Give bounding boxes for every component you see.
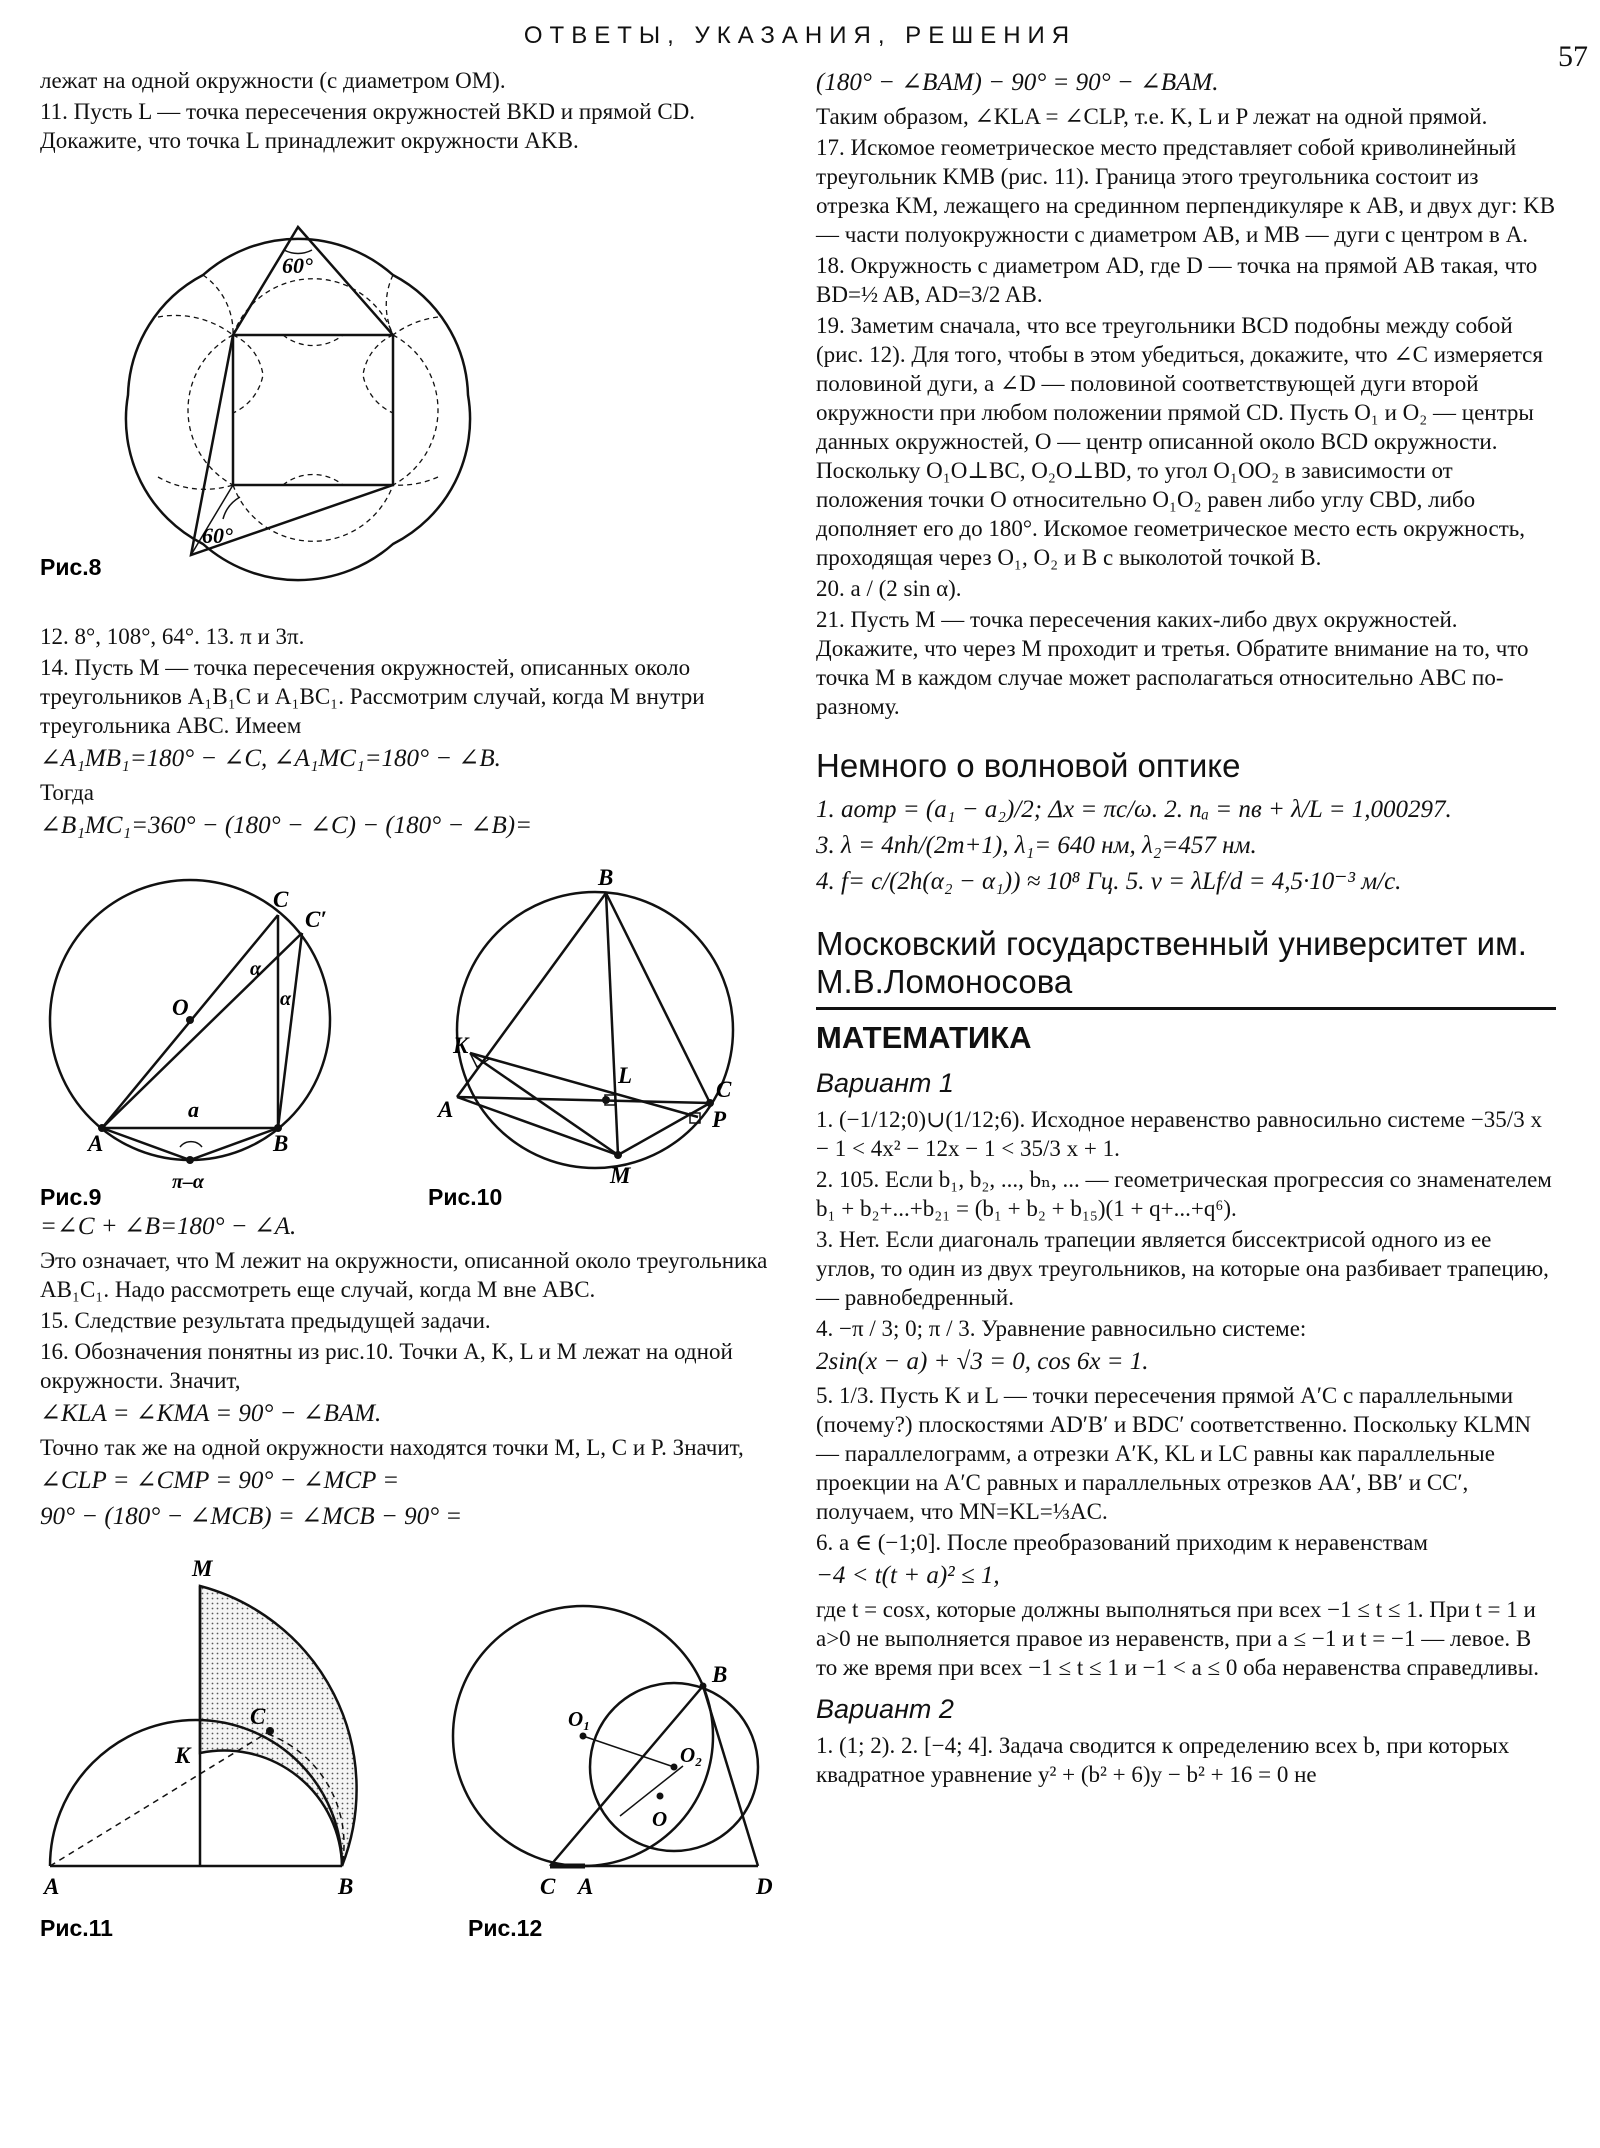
formula: 90° − (180° − ∠MCB) = ∠MCB − 90° = [40,1503,463,1530]
angle-label: π–α [172,1171,204,1193]
paragraph: 15. Следствие результата предыдущей задачи. [40,1308,491,1333]
figure-caption: Рис.12 [468,1915,543,1941]
paragraph: 18. Окружность с диаметром AD, где D — точка на прямой AB такая, что BD=½ AB, AD=3/2 AB. [816,253,1538,307]
paragraph: 1. (1; 2). 2. [−4; 4]. Задача сводится к определению всех b, при которых квадратное уравнение y² + (b² + 6)y − b² + 16 = 0 не [816,1733,1510,1787]
point-label: B [273,1131,289,1156]
variant-heading: Вариант 1 [816,1068,954,1098]
formula: 1. aотр = (a₁ − a₂)/2; Δx = πc/ω. 2. nₐ = nв + λ/L = 1,000297. [816,796,1452,823]
paragraph: 4. −π / 3; 0; π / 3. Уравнение равносильно системе: [816,1316,1307,1341]
paragraph: 21. Пусть M — точка пересечения каких-либо двух окружностей. Докажите, что через M проходит и третья. Обратите внимание на то, что точка M в каждом случае может располагаться относительно ABC по-разному. [816,607,1529,719]
figure-8 [40,157,800,617]
point-label: P [712,1107,727,1132]
paragraph: 12. 8°, 108°, 64°. 13. π и 3π. [40,624,305,649]
divider [816,1007,1556,1010]
formula: =∠C + ∠B=180° − ∠A. [40,1213,297,1240]
point-label: O₁ [568,1707,591,1731]
paragraph: лежат на одной окружности (с диаметром OM). [40,68,506,93]
point-label: B [338,1874,354,1899]
formula: ∠A₁MB₁=180° − ∠C, ∠A₁MC₁=180° − ∠B. [40,745,501,772]
figures-11-12 [40,1536,800,1946]
point-label: C [540,1874,556,1899]
formula: 4. f= c/(2h(α₂ − α₁)) ≈ 10⁸ Гц. 5. v = λLf/d = 4,5·10⁻³ м/с. [816,868,1402,895]
point-label: D [756,1874,773,1899]
angle-label: 60° [282,253,313,278]
angle-label: 60° [202,523,233,548]
formula: −4 < t(t + a)² ≤ 1, [816,1562,1000,1589]
paragraph: 11. Пусть L — точка пересечения окружностей BKD и прямой CD. Докажите, что точка L принадлежит окружности AKB. [40,99,696,153]
point-label: C [273,887,289,912]
segment-label: a [188,1097,199,1122]
paragraph: 1. (−1/12;0)∪(1/12;6). Исходное неравенство равносильно системе −35/3 x − 1 < 4x² − 12x − 1 < 35/3 x + 1. [816,1107,1542,1161]
point-label: C′ [305,907,327,932]
paragraph: где t = cosx, которые должны выполняться при всех −1 ≤ t ≤ 1. При t = 1 и a>0 не выполняется правое из неравенств, при a ≤ −1 и t = −1 — левое. В то же время при всех −1 ≤ t ≤ 1 и −1 < a ≤ 0 оба неравенства справедливы. [816,1597,1539,1680]
paragraph: 19. Заметим сначала, что все треугольники BCD подобны между собой (рис. 12). Для того, чтобы в этом убедиться, докажите, что ∠C измеряется половиной дуги, а ∠D — половиной соответствующей дуги второй окружности при любом положении прямой CD. Пусть O₁ и O₂ — центры данных окружностей, O — центр описанной около BCD окружности. Поскольку O₁O⊥BC, O₂O⊥BD, то угол O₁OO₂ в зависимости от положения точки O относительно O₁O₂ равен либо углу CBD, либо дополняет его до 180°. Искомое геометрическое место есть окружность, проходящая через O₁, O₂ и B с выколотой точкой B. [816,313,1543,570]
figure-caption: Рис.11 [40,1915,113,1941]
university-title: Московский государственный университет им. М.В.Ломоносова [816,925,1527,1000]
point-label: B [598,865,614,890]
formula: ∠B₁MC₁=360° − (180° − ∠C) − (180° − ∠B)= [40,812,532,839]
point-label: M [192,1556,213,1581]
point-label: K [453,1033,469,1058]
point-label: C [250,1704,266,1729]
paragraph: 16. Обозначения понятны из рис.10. Точки A, K, L и M лежат на одной окружности. Значит, [40,1339,733,1393]
angle-label: α [250,958,262,980]
formula: ∠CLP = ∠CMP = 90° − ∠MCP = [40,1467,400,1494]
variant-heading: Вариант 2 [816,1694,954,1724]
point-label: O₂ [680,1743,703,1767]
page-number: 57 [1558,40,1588,73]
point-label: A [44,1874,60,1899]
paragraph: 3. Нет. Если диагональ трапеции является биссектрисой одного из ее углов, то один из двух треугольников, на которые она разбивает трапецию, — равнобедренный. [816,1227,1549,1310]
right-column [816,66,1556,1791]
paragraph: Тогда [40,780,95,805]
formula: 3. λ = 4nh/(2m+1), λ₁= 640 нм, λ₂=457 нм. [816,832,1257,859]
figure-caption: Рис.10 [428,1184,503,1205]
point-label: A [88,1131,104,1156]
section-title: Немного о волновой оптике [816,747,1241,784]
formula: 2sin(x − a) + √3 = 0, cos 6x = 1. [816,1348,1149,1375]
point-label: L [618,1063,633,1088]
paragraph: 2. 105. Если b₁, b₂, ..., bₙ, ... — геометрическая прогрессия со знаменателем b₁ + b₂+...+b₂₁ = (b₁ + b₂ + b₁₅)(1 + q+...+q⁶). [816,1167,1552,1221]
point-label: O [652,1807,668,1831]
figures-9-10 [40,845,800,1205]
left-column [40,66,800,1951]
formula: ∠KLA = ∠KMA = 90° − ∠BAM. [40,1400,382,1427]
figure-caption: Рис.9 [40,1184,102,1205]
paragraph: Это означает, что M лежит на окружности, описанной около треугольника AB₁C₁. Надо рассмотреть еще случай, когда M вне ABC. [40,1248,768,1302]
formula: (180° − ∠BAM) − 90° = 90° − ∠BAM. [816,69,1219,96]
paragraph: 6. a ∈ (−1;0]. После преобразований приходим к неравенствам [816,1530,1428,1555]
running-header: ОТВЕТЫ, УКАЗАНИЯ, РЕШЕНИЯ [523,22,1077,49]
angle-label: α [280,988,292,1010]
paragraph: 5. 1/3. Пусть K и L — точки пересечения прямой A′C с параллельными (почему?) плоскостями AD′B′ и BDC′ соответственно. Поскольку KLMN — параллелограмм, а отрезки A′K, KL и LC равны как параллельные проекции на A′C равных и параллельных отрезков AA′, BB′ и CC′, получаем, что MN=KL=⅓AC. [816,1383,1532,1524]
paragraph: 17. Искомое геометрическое место представляет собой криволинейный треугольник KMB (рис. 11). Граница этого треугольника состоит из отрезка KM, лежащего на срединном перпендикуляре к AB, и двух дуг: KB — части полуокружности с диаметром AB, и MB — дуги с центром в A. [816,135,1556,247]
point-label: K [175,1743,191,1768]
paragraph: Точно так же на одной окружности находятся точки M, L, C и P. Значит, [40,1435,744,1460]
figure-caption: Рис.8 [40,554,102,580]
subject-title: МАТЕМАТИКА [816,1020,1032,1055]
point-label: C [716,1077,732,1102]
paragraph: Таким образом, ∠KLA = ∠CLP, т.е. K, L и P лежат на одной прямой. [816,104,1488,129]
paragraph: 20. a / (2 sin α). [816,576,962,601]
point-label: B [712,1662,728,1687]
point-label: A [578,1874,594,1899]
point-label: A [438,1097,454,1122]
point-label: M [610,1163,631,1188]
paragraph: 14. Пусть M — точка пересечения окружностей, описанных около треугольников A₁B₁C и A₁BC₁. Рассмотрим случай, когда M внутри треугольника ABC. Имеем [40,655,705,738]
point-label: O [172,995,189,1020]
